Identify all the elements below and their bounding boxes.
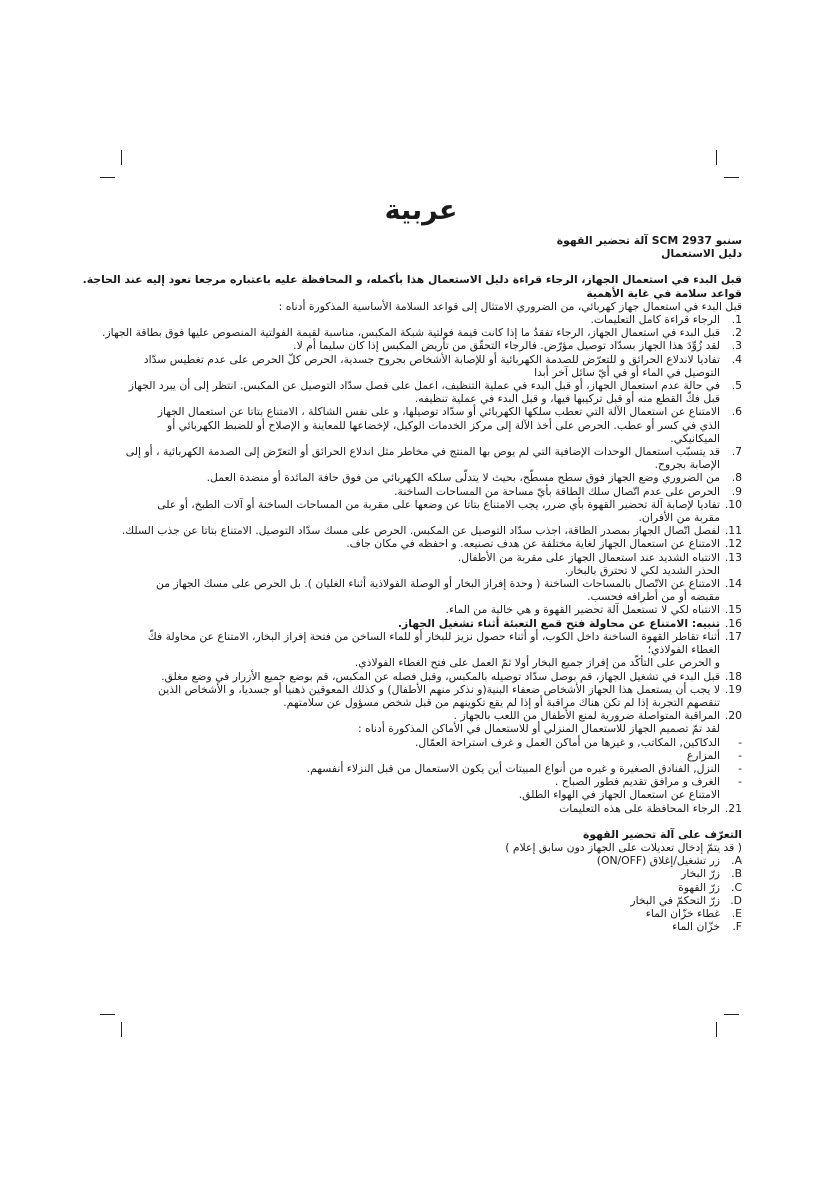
list-item-text: لفصل اتّصال الجهاز بمصدر الطاقة، اجذب سدّاد التوصيل عن المكبس. الحرص على مسك سدّاد التوصيل. الامتناع بتاتا عن جذب السلك. <box>121 524 720 538</box>
list-item-text: الرجاء المحافظة على هذه التعليمات <box>559 801 720 815</box>
list-item <box>100 445 742 458</box>
part-item <box>100 881 742 894</box>
list-item <box>100 788 742 801</box>
list-item-text: لقد تمّ تصميم الجهاز للاستعمال المنزلي أو للاستعمال في الأماكن المذكورة أدناه : <box>357 722 720 736</box>
list-item-number: 19. <box>724 682 742 696</box>
list-item <box>100 537 742 550</box>
list-item-number <box>720 722 742 735</box>
part-letter: A. <box>731 854 742 868</box>
safety-list <box>100 313 742 815</box>
safety-intro: قبل البدء في استعمال جهاز كهربائي، من الضروري الامتثال إلى قواعد السلامة الأساسية المذكورة أدناه : <box>278 299 742 313</box>
list-item <box>100 577 742 590</box>
list-item-number: 9. <box>731 484 742 498</box>
list-item-number: 11. <box>724 524 742 538</box>
list-item <box>100 656 742 669</box>
list-item-continuation: الإصابة بجروح. <box>654 458 720 472</box>
list-item-text: تنبيه: الامتناع عن محاولة فتح قمع التعبئة أثناء تشغيل الجهاز. <box>397 616 720 630</box>
part-item <box>100 854 742 867</box>
list-item <box>100 353 742 366</box>
part-letter: E. <box>731 906 742 920</box>
list-item-text: الحذر الشديد لكي لا تحترق بالبخار. <box>564 563 720 577</box>
crop-mark <box>716 150 717 165</box>
list-item <box>100 762 742 775</box>
list-item-continuation: قبل فكّ القطع منه أو قبل تركيبها فيها، و قبل البدء في عملية تنظيفه. <box>414 392 720 406</box>
list-item-number: 21. <box>724 801 742 815</box>
part-letter: C. <box>731 880 742 894</box>
list-item-text: الغرف و مرافق تقديم فطور الصباح . <box>554 775 720 789</box>
list-item-number: 17. <box>724 629 742 643</box>
list-item-number: 20. <box>724 709 742 723</box>
list-item-number <box>720 656 742 669</box>
list-item <box>100 722 742 735</box>
list-item-text: المراقبة المتواصلة ضرورية لمنع الأطفال من اللعب بالجهاز . <box>453 709 720 723</box>
list-item-continuation: الغطاء الفولاذي؛ <box>647 643 720 657</box>
list-item <box>100 749 742 762</box>
list-item-text: الامتناع عن استعمال الجهاز في الهواء الطلق. <box>518 788 720 802</box>
intro-text: قبل البدء في استعمال الجهاز، الرجاء قراءة دليل الاستعمال هذا بأكمله، و المحافظة عليه باعتباره مرجعا تعود إليه عند الحاجة. <box>82 273 742 287</box>
list-item <box>100 630 742 643</box>
list-item-number: 7. <box>731 445 742 459</box>
list-item-number: 10. <box>724 497 742 511</box>
list-item-number: 16. <box>724 616 742 630</box>
list-item-text: قبل البدء في استعمال الجهاز، الرجاء تفقدُ ما إذا كانت قيمة فولتية شبكة المكبس، مناسبة لقيمة الفولتية المنصوص عليها فوق بطاقة الجهاز. <box>102 326 720 340</box>
list-item-text: النزل, الفنادق الصغيرة و غيره من أنواع المبيتات أين يكون الاستعمال من قبل النزلاء أنفسهم. <box>306 761 720 775</box>
list-item <box>100 471 742 484</box>
list-item-text: الامتناع عن استعمال الجهاز لغاية مختلفة عن هدف تصنيعه. و احفظه في مكان جاف. <box>346 537 720 551</box>
list-item-text: الامتناع عن استعمال الآلة التي تعطب سلكها الكهربائي أو سدّاد توصيلها، و على نفس الشاكلة ، الامتناع بتاتا عن استعمال الجهاز <box>157 405 720 419</box>
list-item-continuation: الميكانيكي. <box>670 431 720 445</box>
list-item-continuation: تنقصهم التجربة إذا لم تكن هناك مراقبة أو إذا لم يقع تكوينهم من قبل شخص مسؤول عن سلامتهم. <box>283 695 720 709</box>
list-item-number: 12. <box>724 537 742 551</box>
list-item-text: من الضروري وضع الجهاز فوق سطح مسطّح، بحيث لا يتدلّى سلكه الكهربائي من فوق حافة المائدة أو منضدة العمل. <box>206 471 720 485</box>
part-label: زر تشغيل/إغلاق (ON/OFF) <box>596 854 720 868</box>
part-letter: D. <box>730 893 742 907</box>
crop-mark <box>724 177 739 178</box>
list-item-number <box>720 564 742 577</box>
list-item-number: 13. <box>724 550 742 564</box>
manual-title: دليل الاستعمال <box>661 247 742 261</box>
list-item-number: 6. <box>731 405 742 419</box>
product-line: سنبو SCM 2937 آلة تحضير القهوة <box>556 234 742 247</box>
list-item <box>100 524 742 537</box>
list-item-number: 5. <box>731 379 742 393</box>
crop-mark <box>100 177 115 178</box>
list-item-number: 1. <box>731 313 742 327</box>
part-item <box>100 907 742 920</box>
list-item-number: 2. <box>731 326 742 340</box>
list-item-text: المزارع <box>686 748 720 762</box>
part-label: زرّ القهوة <box>678 880 720 894</box>
list-item-number: 4. <box>731 352 742 366</box>
list-item <box>100 802 742 815</box>
part-label: زرّ البخار <box>681 867 720 881</box>
page-title: عربية <box>384 195 458 226</box>
list-item-number: 8. <box>731 471 742 485</box>
list-item-continuation: مقربة من الأفران. <box>638 511 720 525</box>
crop-mark <box>100 1014 115 1015</box>
list-item-text: الحرص على عدم اتّصال سلك الطاقة بأيّ مساحة من المساحات الساخنة. <box>394 484 720 498</box>
list-item-text: و الحرص على التأكّد من إفراز جميع البخار أولا ثمّ العمل على فتح الغطاء الفولاذي. <box>354 656 720 670</box>
list-item-text: الرجاء قراءة كامل التعليمات. <box>590 313 720 327</box>
list-item-text: تفاديا لاندلاع الحرائق و للتعرّض للصدمة الكهربائية أو للإصابة الأشخاص بجروح جسدية، الحرص كلّ الحرص على عدم تغطيس سدّاد <box>143 352 720 366</box>
list-item <box>100 551 742 564</box>
list-item <box>100 736 742 749</box>
list-item-text: قبل البدء في تشغيل الجهاز، قم بوصل سدّاد توصيله بالمكبس، وقبل فصله عن المكبس، قم بوضع جميع الأزرار في وضع مغلق. <box>161 669 720 683</box>
list-item-text: في حالة عدم استعمال الجهاز، أو قبل البدء في عملية التنظيف، اعمل على فصل سدّاد التوصيل عن المكبس. انتظر إلى أن يبرد الجهاز <box>128 379 720 393</box>
list-item-number <box>720 788 742 801</box>
list-item <box>100 498 742 511</box>
list-item-text: تفاديا لإصابة آلة تحضير القهوة بأي ضرر، يجب الامتناع بتاتا عن وضعها على مقربة من المساحات الساخنة أو آلات الطبخ، أو على <box>157 497 720 511</box>
list-item-continuation: التوصيل في الماء أو في أيّ سائل آخر أبدا <box>534 365 720 379</box>
list-item <box>100 313 742 326</box>
list-item <box>100 326 742 339</box>
list-item <box>100 485 742 498</box>
list-item-text: لقد زُوِّدَ هذا الجهاز بسدّاد توصيل مؤرّض. فالرجاء التحقّق من تأريض المكبس إذا كان سليما أم لا. <box>293 339 720 353</box>
parts-list <box>100 854 742 933</box>
list-item-number: 3. <box>731 339 742 353</box>
list-item-text: الانتباه الشديد عند استعمال الجهاز على مقربة من الأطفال. <box>457 550 720 564</box>
list-item-continuation: الذي في كسر أو عطب. الحرص على أخذ الآلة إلى مركز الخدمات الوكيل، لإخضاعها للمعاينة و الإصلاح أو للضبط الكهربائي أو <box>166 418 720 432</box>
part-label: غطاء خزّان الماء <box>645 906 720 920</box>
list-item <box>100 670 742 683</box>
list-item <box>100 564 742 577</box>
list-item-text: قد يتسبّب استعمال الوحدات الإضافية التي لم يوص بها المنتج في مخاطر مثل اندلاع الحرائق أو التعرّض إلى الصدمة الكهربائية ، أو إلى <box>125 445 720 459</box>
part-item <box>100 920 742 933</box>
list-item-text: الانتباه لكي لا تستعمل آلة تحضير القهوة و هي خالية من الماء. <box>445 603 720 617</box>
list-item-number: - <box>738 761 742 775</box>
part-letter: B. <box>731 867 742 881</box>
manual-page <box>82 195 742 934</box>
crop-mark <box>121 1022 122 1037</box>
list-item <box>100 775 742 788</box>
list-item <box>100 683 742 696</box>
parts-heading: التعرّف على آلة تحضير القهوة <box>583 827 742 841</box>
list-item-text: الدكاكين, المكاتب, و غيرها من أماكن العمل و غرف استراحة العمّال. <box>414 735 720 749</box>
list-item <box>100 617 742 630</box>
list-item <box>100 339 742 352</box>
crop-mark <box>716 1022 717 1037</box>
list-item-text: لا يجب أن يستعمل هذا الجهاز الأشخاص ضعفاء البنية(و نذكر منهم الأطفال) و كذلك المعوقين ذهنيا أو جسديا، و الأشخاص الذين <box>157 682 720 696</box>
list-item <box>100 405 742 418</box>
list-item-number: - <box>738 748 742 762</box>
list-item <box>100 709 742 722</box>
part-item <box>100 894 742 907</box>
crop-mark <box>121 150 122 165</box>
list-item-number: - <box>738 735 742 749</box>
list-item-number: 18. <box>724 669 742 683</box>
part-label: زرّ التحكمّ في البخار <box>630 893 720 907</box>
part-letter: F. <box>732 920 742 934</box>
list-item-continuation: مقبضه أو من أطرافه فحسب. <box>587 590 720 604</box>
part-label: خزّان الماء <box>672 920 720 934</box>
part-item <box>100 867 742 880</box>
parts-note: ( قد يتمّ إدخال تعديلات على الجهاز دون سابق إعلام ) <box>505 840 742 854</box>
list-item <box>100 603 742 616</box>
list-item-text: أثناء تقاطر القهوة الساخنة داخل الكوب، أو أثناء حصول نزيز للبخار أو للماء الساخن من فتحة إفراز البخار، الامتناع عن محاولة فكّ <box>147 629 720 643</box>
crop-mark <box>724 1014 739 1015</box>
list-item-number: 14. <box>724 577 742 591</box>
safety-heading: قواعد سلامة في غاية الأهمية <box>586 286 742 300</box>
list-item-text: الامتناع عن الاتّصال بالمساحات الساخنة ( وحدة إفراز البخار أو الوصلة الفولاذية أثناء الغليان ). بل الحرص على مسك الجهاز من <box>156 577 720 591</box>
list-item-number: - <box>738 775 742 789</box>
list-item <box>100 379 742 392</box>
list-item-number: 15. <box>724 603 742 617</box>
